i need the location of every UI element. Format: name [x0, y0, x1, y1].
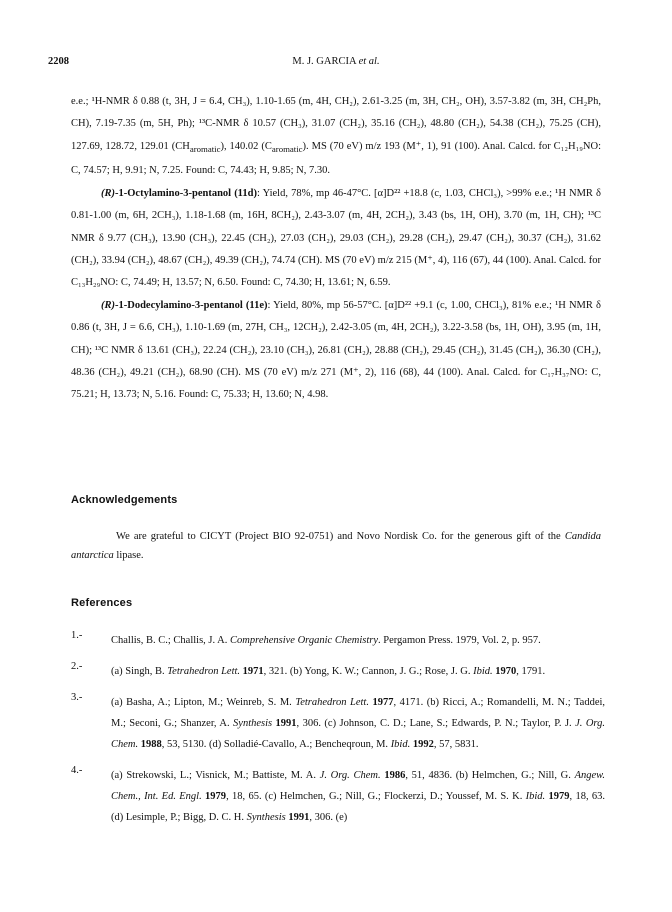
compound-name: -1-Dodecylamino-3-pentanol — [115, 299, 243, 311]
compound-11d-paragraph — [71, 183, 601, 295]
reference-list — [71, 630, 605, 838]
compound-data-text: e.e.; ¹H-NMR δ 0.88 (t, 3H, J = 6.4, CH₃), 1.10-1.65 (m, 4H, CH₂), 2.61-3.25 (m, 3H, CH₂, OH), 3.57-3.82 (m, 3H, CH₂Ph, CH), 7.19-7.35 (m, 5H, Ph); ¹³C-NMR δ 10.57 (CH₃), 31.07 (CH₂), 35.16 (CH₂), 48.80 (CH₂), 54.38 (CH₂), 75.25 (CH), 127.69, 128.72, 129.01 (CH — [71, 96, 601, 152]
reference-item — [71, 765, 605, 828]
acknowledgements-text — [71, 527, 601, 565]
compound-data-continued — [71, 91, 601, 183]
page-number: 2208 — [48, 56, 69, 67]
compound-label: (11e) — [245, 299, 268, 311]
compound-data-text: ), 140.02 (C — [220, 140, 272, 152]
reference-text: (a) Strekowski, L.; Visnick, M.; Battiste, M. A. J. Org. Chem. 1986, 51, 4836. (b) Helmchen, G.; Nill, G. Angew. Chem., Int. Ed. Engl. 1979, 18, 65. (c) Helmchen, G.; Nill, G.; Flockerzi, D.; Youssef, M. S. K. Ibid. 1979, 18, 63. (d) Lesimple, P.; Bigg, D. C. H. Synthesis 1991, 306. (e) — [111, 770, 606, 823]
compound-data-text: : Yield, 78%, mp 46-47°C. [α]D²² +18.8 (c, 1.03, CHCl₃), >99% e.e.; ¹H NMR δ 0.81-1.00 (m, 6H, 2CH₃), 1.18-1.68 (m, 16H, 8CH₂), 2.43-3.07 (m, 4H, 2CH₂), 3.43 (bs, 1H, OH), 3.70 (m, 1H, CH); ¹³C NMR δ 9.77 (CH₃), 13.90 (CH₃), 22.45 (CH₂), 27.03 (CH₂), 29.03 (CH₂), 29.28 (CH₂), 29.47 (CH₂), 30.37 (CH₂), 31.62 (CH₂), 33.94 (CH₂), 48.67 (CH₂), 49.39 (CH₂), 74.74 (CH). MS (70 eV) m/z 215 (M⁺, 4), 116 (67), 44 (100). Anal. Calcd. for C₁₃H₂₉NO: C, 74.49; H, 13.57; N, 6.50. Found: C, 74.30; H, 13.61; N, 6.59. — [71, 187, 601, 289]
compound-11e-name — [101, 300, 267, 311]
reference-number: 2.- — [71, 661, 83, 672]
stereo-descriptor: (R) — [101, 187, 115, 199]
compound-data-text: ). MS (70 eV) m/z 193 (M⁺, 1), 91 (100). Anal. Calcd. for C₁₂H₁₉NO: C, 74.57; H, 9.91; N, 7.25. Found: C, 74.43; H, 9.85; N, 7.30. — [71, 140, 601, 177]
stereo-descriptor: (R) — [101, 299, 115, 311]
reference-item — [71, 630, 605, 651]
subscript-aromatic: aromatic — [189, 143, 221, 154]
experimental-text — [71, 91, 601, 407]
running-head — [48, 56, 624, 67]
acknowledgements-heading: Acknowledgements — [71, 494, 178, 506]
compound-label: (11d) — [234, 187, 257, 199]
reference-text: (a) Basha, A.; Lipton, M.; Weinreb, S. M. Tetrahedron Lett. 1977, 4171. (b) Ricci, A.; Romandelli, M. N.; Taddei, M.; Seconi, G.; Shanzer, A. Synthesis 1991, 306. (c) Johnson, C. D.; Lane, S.; Edwards, P. N.; Taylor, P. J. J. Org. Chem. 1988, 53, 5130. (d) Solladié-Cavallo, A.; Bencheqroun, M. Ibid. 1992, 57, 5831. — [111, 697, 606, 750]
ack-body-end: lipase. — [113, 549, 144, 561]
compound-11d-name — [101, 188, 257, 199]
running-head-authors: M. J. GARCIA — [292, 56, 356, 67]
compound-data-text: : Yield, 80%, mp 56-57°C. [α]D²² +9.1 (c, 1.00, CHCl₃), 81% e.e.; ¹H NMR δ 0.86 (t, 3H, J = 6.6, CH₃), 1.10-1.69 (m, 27H, CH₃, 12CH₂), 2.42-3.05 (m, 4H, 2CH₂), 3.22-3.58 (bs, 1H, OH), 3.95 (m, 1H, CH); ¹³C NMR δ 13.61 (CH₃), 22.24 (CH₂), 23.10 (CH₃), 26.81 (CH₂), 28.88 (CH₂), 29.45 (CH₂), 31.45 (CH₂), 36.30 (CH₂), 48.36 (CH₂), 49.21 (CH₂), 68.90 (CH). MS (70 eV) m/z 271 (M⁺, 2), 116 (68), 44 (100). Anal. Calcd. for C₁₇H₃₇NO: C, 75.21; H, 13.73; N, 5.16. Found: C, 75.33; H, 13.60; N, 4.98. — [71, 299, 601, 401]
reference-item — [71, 692, 605, 755]
reference-number: 4.- — [71, 765, 83, 776]
references-heading: References — [71, 597, 133, 609]
compound-11e-paragraph — [71, 295, 601, 407]
reference-number: 1.- — [71, 630, 83, 641]
subscript-aromatic: aromatic — [271, 143, 303, 154]
running-head-etal: et al. — [358, 56, 380, 67]
ack-body: We are grateful to CICYT (Project BIO 92-0751) and Novo Nordisk Co. for the generous gift of the — [116, 530, 565, 542]
reference-number: 3.- — [71, 692, 83, 703]
ack-species: Candida antarctica — [71, 530, 601, 561]
reference-text: (a) Singh, B. Tetrahedron Lett. 1971, 321. (b) Yong, K. W.; Cannon, J. G.; Rose, J. G. Ibid. 1970, 1791. — [111, 666, 546, 677]
compound-name: -1-Octylamino-3-pentanol — [115, 187, 232, 199]
page-header — [48, 56, 624, 72]
reference-text: Challis, B. C.; Challis, J. A. Comprehensive Organic Chemistry. Pergamon Press. 1979, Vol. 2, p. 957. — [111, 635, 541, 646]
reference-item — [71, 661, 605, 682]
